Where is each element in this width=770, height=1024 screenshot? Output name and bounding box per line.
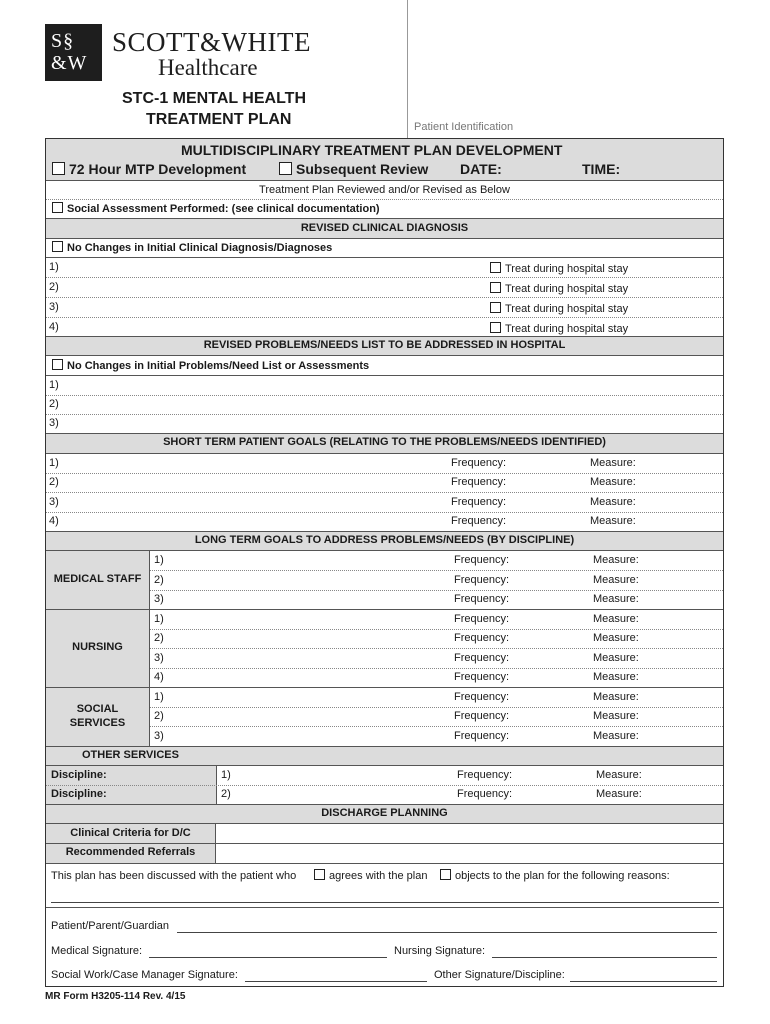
divider — [46, 180, 723, 181]
patient-guardian-label: Patient/Parent/Guardian — [51, 920, 170, 932]
short-term-heading: SHORT TERM PATIENT GOALS (RELATING TO THE PROBLEMS/NEEDS IDENTIFIED) — [163, 436, 606, 448]
divider — [46, 355, 723, 356]
social-work-signature-label: Social Work/Case Manager Signature: — [51, 969, 238, 981]
medical-goal-3: 3) — [154, 593, 164, 605]
discipline-label-2: Discipline: — [51, 788, 107, 800]
treat-checkbox-2[interactable]: Treat during hospital stay — [490, 282, 628, 295]
frequency-label: Frequency: — [451, 496, 507, 508]
social-work-signature-line[interactable] — [245, 981, 427, 982]
measure-label: Measure: — [593, 593, 639, 605]
checkbox-icon[interactable] — [490, 322, 501, 333]
frequency-label: Frequency: — [451, 457, 507, 469]
medical-goal-2: 2) — [154, 574, 164, 586]
divider — [46, 395, 723, 396]
frequency-label: Frequency: — [454, 574, 510, 586]
medical-signature-label: Medical Signature: — [51, 945, 143, 957]
measure-label: Measure: — [590, 496, 636, 508]
treatment-plan-form — [45, 138, 724, 987]
social-goal-2: 2) — [154, 710, 164, 722]
frequency-label: Frequency: — [454, 593, 510, 605]
divider — [46, 863, 723, 864]
divider — [46, 297, 723, 298]
divider — [46, 765, 723, 766]
divider — [150, 629, 723, 630]
form-title-line2: TREATMENT PLAN — [146, 111, 292, 128]
social-label-2: SERVICES — [69, 717, 126, 729]
diagnosis-3: 3) — [49, 301, 59, 313]
divider — [150, 707, 723, 708]
divider — [46, 277, 723, 278]
divider — [150, 726, 723, 727]
divider — [46, 414, 723, 415]
treat-checkbox-4[interactable]: Treat during hospital stay — [490, 322, 628, 335]
measure-label: Measure: — [593, 574, 639, 586]
checkbox-icon[interactable] — [52, 202, 63, 213]
measure-label: Measure: — [590, 515, 636, 527]
divider — [46, 687, 723, 688]
frequency-label: Frequency: — [454, 554, 510, 566]
nursing-goal-4: 4) — [154, 671, 164, 683]
problem-2: 2) — [49, 398, 59, 410]
diagnosis-1: 1) — [49, 261, 59, 273]
checkbox-icon[interactable] — [52, 359, 63, 370]
reviewed-text: Treatment Plan Reviewed and/or Revised as Below — [259, 184, 510, 196]
time-label: TIME: — [582, 161, 621, 177]
mtp-heading: MULTIDISCIPLINARY TREATMENT PLAN DEVELOPMENT — [181, 142, 563, 158]
measure-label: Measure: — [593, 632, 639, 644]
nursing-goal-2: 2) — [154, 632, 164, 644]
divider — [150, 668, 723, 669]
plan-discussed-text: This plan has been discussed with the patient who — [51, 870, 297, 882]
date-label: DATE: — [460, 161, 502, 177]
patient-guardian-line[interactable] — [177, 932, 717, 933]
treat-checkbox-3[interactable]: Treat during hospital stay — [490, 302, 628, 315]
long-term-heading: LONG TERM GOALS TO ADDRESS PROBLEMS/NEEDS (BY DISCIPLINE) — [194, 534, 575, 546]
option-72-hour[interactable]: 72 Hour MTP Development — [52, 161, 246, 177]
checkbox-icon[interactable] — [279, 162, 292, 175]
frequency-label: Frequency: — [457, 769, 513, 781]
problem-3: 3) — [49, 417, 59, 429]
divider — [46, 317, 723, 318]
form-title-line1: STC-1 MENTAL HEALTH — [122, 90, 306, 107]
checkbox-icon[interactable] — [52, 241, 63, 252]
measure-label: Measure: — [593, 691, 639, 703]
other-signature-label: Other Signature/Discipline: — [434, 969, 565, 981]
frequency-label: Frequency: — [451, 476, 507, 488]
divider — [150, 648, 723, 649]
other-goal-2: 2) — [221, 788, 231, 800]
checkbox-icon[interactable] — [440, 869, 451, 880]
agrees-checkbox[interactable]: agrees with the plan — [314, 869, 427, 882]
no-changes-problems[interactable]: No Changes in Initial Problems/Need List or Assessments — [52, 359, 369, 372]
medical-staff-label: MEDICAL STAFF — [53, 573, 142, 585]
divider — [150, 570, 723, 571]
measure-label: Measure: — [593, 652, 639, 664]
divider — [46, 453, 723, 454]
social-goal-3: 3) — [154, 730, 164, 742]
checkbox-icon[interactable] — [490, 282, 501, 293]
measure-label: Measure: — [593, 730, 639, 742]
measure-label: Measure: — [590, 457, 636, 469]
divider — [46, 492, 723, 493]
frequency-label: Frequency: — [454, 652, 510, 664]
measure-label: Measure: — [593, 710, 639, 722]
measure-label: Measure: — [593, 671, 639, 683]
divider — [46, 907, 723, 908]
divider — [46, 512, 723, 513]
checkbox-icon[interactable] — [314, 869, 325, 880]
nursing-goal-3: 3) — [154, 652, 164, 664]
diagnosis-4: 4) — [49, 321, 59, 333]
frequency-label: Frequency: — [454, 710, 510, 722]
short-goal-3: 3) — [49, 496, 59, 508]
frequency-label: Frequency: — [454, 730, 510, 742]
clinical-criteria-label: Clinical Criteria for D/C — [70, 827, 191, 839]
frequency-label: Frequency: — [454, 613, 510, 625]
frequency-label: Frequency: — [454, 632, 510, 644]
divider — [150, 590, 723, 591]
reasons-line[interactable] — [51, 902, 719, 903]
nursing-goal-1: 1) — [154, 613, 164, 625]
brand-subname: Healthcare — [158, 55, 258, 80]
nursing-signature-line[interactable] — [492, 957, 717, 958]
discipline-label-1: Discipline: — [51, 769, 107, 781]
treat-checkbox-1[interactable]: Treat during hospital stay — [490, 262, 628, 275]
measure-label: Measure: — [596, 788, 642, 800]
measure-label: Measure: — [593, 554, 639, 566]
brand-name: SCOTT&WHITE — [112, 27, 311, 57]
other-services-heading: OTHER SERVICES — [82, 749, 179, 761]
diagnosis-heading: REVISED CLINICAL DIAGNOSIS — [300, 222, 469, 234]
divider — [46, 609, 723, 610]
nursing-signature-label: Nursing Signature: — [394, 945, 486, 957]
no-changes-diagnosis[interactable]: No Changes in Initial Clinical Diagnosis/Diagnoses — [52, 241, 332, 254]
divider — [46, 257, 723, 258]
other-goal-1: 1) — [221, 769, 231, 781]
social-assessment-checkbox[interactable]: Social Assessment Performed: (see clinical documentation) — [52, 202, 380, 215]
form-number: MR Form H3205-114 Rev. 4/15 — [45, 991, 186, 1002]
divider — [46, 199, 723, 200]
frequency-label: Frequency: — [457, 788, 513, 800]
problems-heading: REVISED PROBLEMS/NEEDS LIST TO BE ADDRESSED IN HOSPITAL — [203, 339, 566, 351]
checkbox-icon[interactable] — [490, 262, 501, 273]
other-signature-line[interactable] — [570, 981, 717, 982]
divider — [46, 238, 723, 239]
divider — [46, 843, 723, 844]
measure-label: Measure: — [593, 613, 639, 625]
header-divider — [407, 0, 408, 138]
nursing-label: NURSING — [72, 641, 123, 653]
short-goal-4: 4) — [49, 515, 59, 527]
checkbox-icon[interactable] — [490, 302, 501, 313]
objects-checkbox[interactable]: objects to the plan for the following reasons: — [440, 869, 670, 882]
social-label-1: SOCIAL — [76, 703, 119, 715]
option-subsequent-review[interactable]: Subsequent Review — [279, 161, 428, 177]
checkbox-icon[interactable] — [52, 162, 65, 175]
medical-signature-line[interactable] — [149, 957, 387, 958]
scott-white-logo: S§ &W — [45, 24, 102, 81]
frequency-label: Frequency: — [451, 515, 507, 527]
problem-1: 1) — [49, 379, 59, 391]
medical-goal-1: 1) — [154, 554, 164, 566]
diagnosis-2: 2) — [49, 281, 59, 293]
short-goal-2: 2) — [49, 476, 59, 488]
social-goal-1: 1) — [154, 691, 164, 703]
short-goal-1: 1) — [49, 457, 59, 469]
frequency-label: Frequency: — [454, 671, 510, 683]
discharge-heading: DISCHARGE PLANNING — [321, 807, 448, 819]
divider — [46, 473, 723, 474]
divider — [46, 785, 723, 786]
patient-identification-label: Patient Identification — [414, 121, 514, 133]
measure-label: Measure: — [596, 769, 642, 781]
divider — [46, 375, 723, 376]
measure-label: Measure: — [590, 476, 636, 488]
frequency-label: Frequency: — [454, 691, 510, 703]
recommended-referrals-label: Recommended Referrals — [65, 846, 196, 858]
